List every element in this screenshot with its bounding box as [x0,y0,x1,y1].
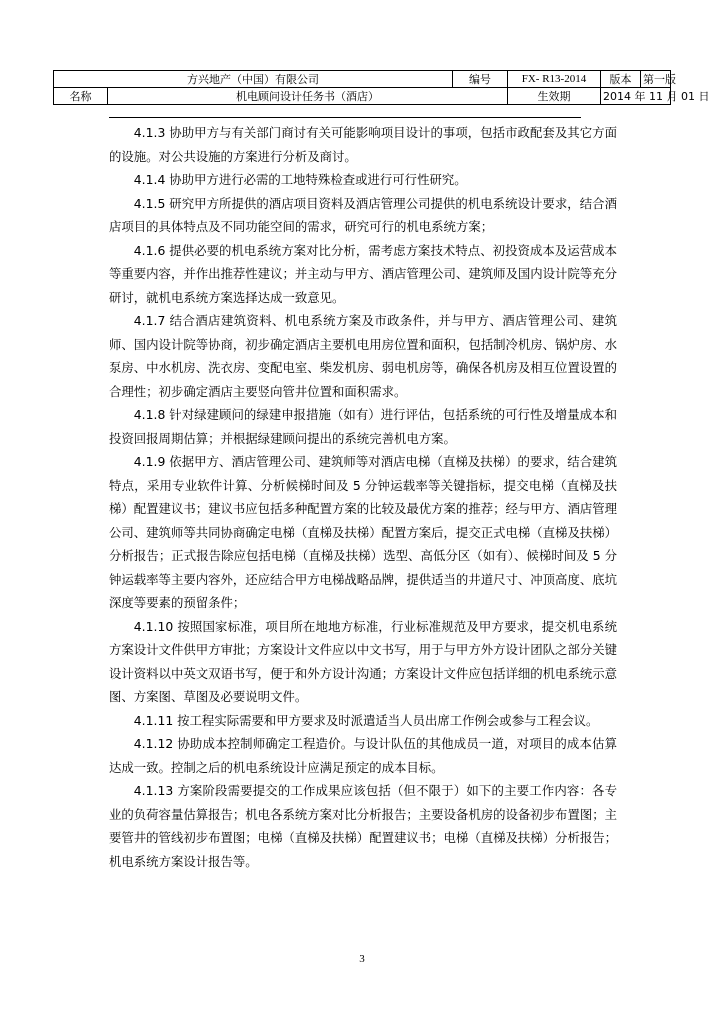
header-row-2 [54,88,671,105]
paragraph-4-1-3: 4.1.3 协助甲方与有关部门商讨有关可能影响项目设计的事项，包括市政配套及其它方面的设施。对公共设施的方案进行分析及商讨。 [109,125,617,164]
paragraph-4-1-9: 4.1.9 依据甲方、酒店管理公司、建筑师等对酒店电梯（直梯及扶梯）的要求，结合建筑特点，采用专业软件计算、分析候梯时间及 5 分钟运载率等关键指标，提交电梯（直梯及扶梯）配置建议书；建议书应包括多种配置方案的比较及最优方案的推荐；经与甲方、酒店管理公司、建筑师等共同协商确定电梯（直梯及扶梯）配置方案后，提交正式电梯（直梯及扶梯）分析报告；正式报告除应包括电梯（直梯及扶梯）选型、高低分区（如有）、候梯时间及 5 分钟运载率等主要内容外，还应结合甲方电梯战略品牌，提供适当的井道尺寸、冲顶高度、底坑深度等要素的预留条件； [109,454,618,610]
body-content [109,121,617,873]
effective-date-value: 2014 年 11 月 01 日 [601,88,671,105]
paragraph-4-1-5: 4.1.5 研究甲方所提供的酒店项目资料及酒店管理公司提供的机电系统设计要求，结合酒店项目的具体特点及不同功能空间的需求，研究可行的机电系统方案； [109,195,617,234]
paragraph-4-1-12: 4.1.12 协助成本控制师确定工程造价。与设计队伍的其他成员一道，对项目的成本估算达成一致。控制之后的机电系统设计应满足预定的成本目标。 [109,736,617,775]
paragraph-4-1-10: 4.1.10 按照国家标准，项目所在地地方标准，行业标准规范及甲方要求，提交机电系统方案设计文件供甲方审批；方案设计文件应以中文书写，用于与甲方外方设计团队之部分关键设计资料以中英文双语书写，便于和外方设计沟通；方案设计文件应包括详细的机电系统示意图、方案图、草图及必要说明文件。 [109,618,618,704]
code-label: 编号 [453,71,508,88]
paragraph-4-1-13: 4.1.13 方案阶段需要提交的工作成果应该包括（但不限于）如下的主要工作内容：各专业的负荷容量估算报告；机电各系统方案对比分析报告；主要设备机房的设备初步布置图；主要管井的管线初步布置图；电梯（直梯及扶梯）配置建议书；电梯（直梯及扶梯）分析报告；机电系统方案设计报告等。 [109,783,618,869]
effective-date-label: 生效期 [508,88,601,105]
header-rule [109,117,581,118]
paragraph-4-1-6: 4.1.6 提供必要的机电系统方案对比分析，需考虑方案技术特点、初投资成本及运营成本等重要内容，并作出推荐性建议；并主动与甲方、酒店管理公司、建筑师及国内设计院等充分研讨，就机电系统方案选择达成一致意见。 [109,242,618,305]
header-row-1 [54,71,671,88]
code-value: FX- R13-2014 [508,71,601,88]
page-number: 3 [359,953,365,965]
document-header-table [53,70,710,105]
version-label: 版本 [601,71,641,88]
paragraph-4-1-8: 4.1.8 针对绿建顾问的绿建申报措施（如有）进行评估，包括系统的可行性及增量成本和投资回报周期估算；并根据绿建顾问提出的系统完善机电方案。 [109,407,617,446]
paragraph-4-1-4: 4.1.4 协助甲方进行必需的工地特殊检查或进行可行性研究。 [133,172,467,187]
paragraph-4-1-11: 4.1.11 按工程实际需要和甲方要求及时派遣适当人员出席工作例会或参与工程会议。 [133,712,599,728]
paragraph-4-1-7: 4.1.7 结合酒店建筑资料、机电系统方案及市政条件，并与甲方、酒店管理公司、建筑师、国内设计院等协商，初步确定酒店主要机电用房位置和面积，包括制冷机房、锅炉房、水泵房、中水机房、洗衣房、变配电室、柴发机房、弱电机房等，确保各机房及相互位置设置的合理性；初步确定酒店主要竖向管井位置和面积需求。 [109,313,618,399]
document-name: 机电顾问设计任务书（酒店） [108,88,508,105]
name-label: 名称 [54,88,108,105]
company-name: 方兴地产（中国）有限公司 [54,71,453,88]
version-value: 第一版 [641,71,671,88]
